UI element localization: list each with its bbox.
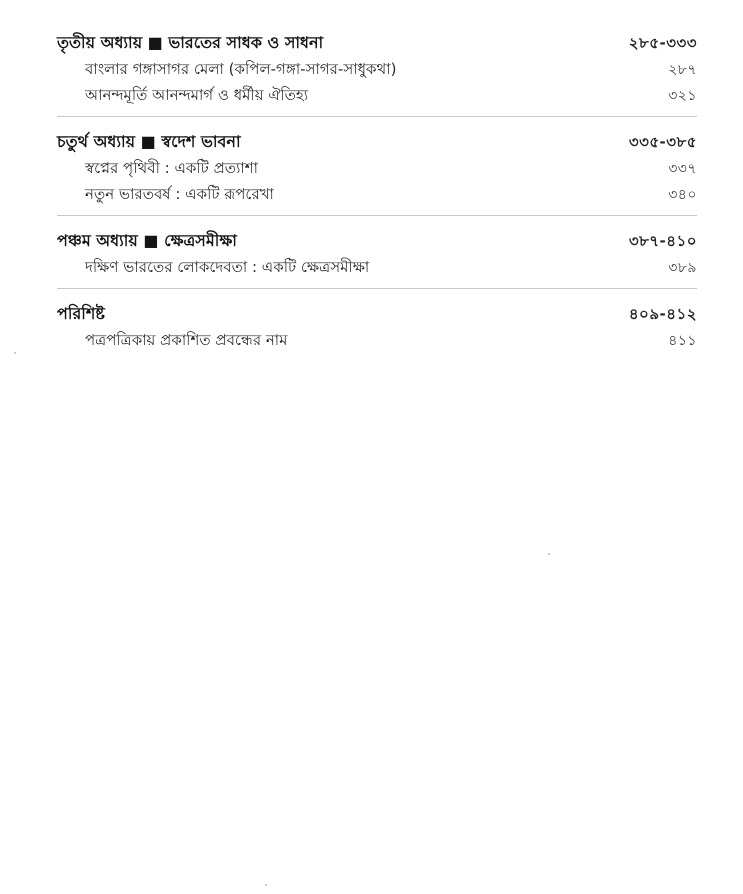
toc-entry xyxy=(57,327,697,353)
entry-title: আনন্দমূর্তি আনন্দমার্গ ও ধর্মীয় ঐতিহ্য xyxy=(85,86,309,104)
section-page-range: ২৮৫-৩৩৩ xyxy=(628,34,697,52)
entry-page-number: ৪১১ xyxy=(668,333,697,349)
toc-section xyxy=(57,129,697,216)
toc-entry xyxy=(57,155,697,181)
toc-entry xyxy=(57,181,697,207)
table-of-contents xyxy=(57,30,697,373)
section-title: চতুর্থ অধ্যায় ■ স্বদেশ ভাবনা xyxy=(57,132,241,151)
toc-entry xyxy=(57,82,697,108)
entry-page-number: ৩৩৭ xyxy=(668,161,697,177)
section-page-range: ৩৮৭-৪১০ xyxy=(628,232,697,250)
toc-section xyxy=(57,228,697,289)
toc-entry xyxy=(57,56,697,82)
paper-speck xyxy=(265,884,267,886)
section-heading xyxy=(57,30,697,56)
section-heading xyxy=(57,301,697,327)
entry-page-number: ৩২১ xyxy=(668,88,697,104)
entry-page-number: ২৮৭ xyxy=(668,62,697,78)
toc-entry xyxy=(57,254,697,280)
entry-title: নতুন ভারতবর্ষ : একটি রূপরেখা xyxy=(85,185,274,203)
section-title: পরিশিষ্ট xyxy=(57,304,105,323)
section-page-range: ৪০৯-৪১২ xyxy=(628,305,697,323)
section-heading xyxy=(57,129,697,155)
entry-title: দক্ষিণ ভারতের লোকদেবতা : একটি ক্ষেত্রসমীক্ষা xyxy=(85,258,370,276)
section-title: তৃতীয় অধ্যায় ■ ভারতের সাধক ও সাধনা xyxy=(57,33,324,52)
section-heading xyxy=(57,228,697,254)
entry-title: বাংলার গঙ্গাসাগর মেলা (কপিল-গঙ্গা-সাগর-সাধুকথা) xyxy=(85,60,397,78)
entry-page-number: ৩৪০ xyxy=(668,187,697,203)
paper-speck xyxy=(548,553,550,555)
section-title: পঞ্চম অধ্যায় ■ ক্ষেত্রসমীক্ষা xyxy=(57,231,237,250)
paper-speck xyxy=(14,352,16,354)
toc-section xyxy=(57,301,697,361)
entry-title: স্বপ্নের পৃথিবী : একটি প্রত্যাশা xyxy=(85,159,258,177)
entry-page-number: ৩৮৯ xyxy=(668,260,697,276)
entry-title: পত্রপত্রিকায় প্রকাশিত প্রবন্ধের নাম xyxy=(85,331,288,349)
toc-section xyxy=(57,30,697,117)
section-page-range: ৩৩৫-৩৮৫ xyxy=(628,133,697,151)
